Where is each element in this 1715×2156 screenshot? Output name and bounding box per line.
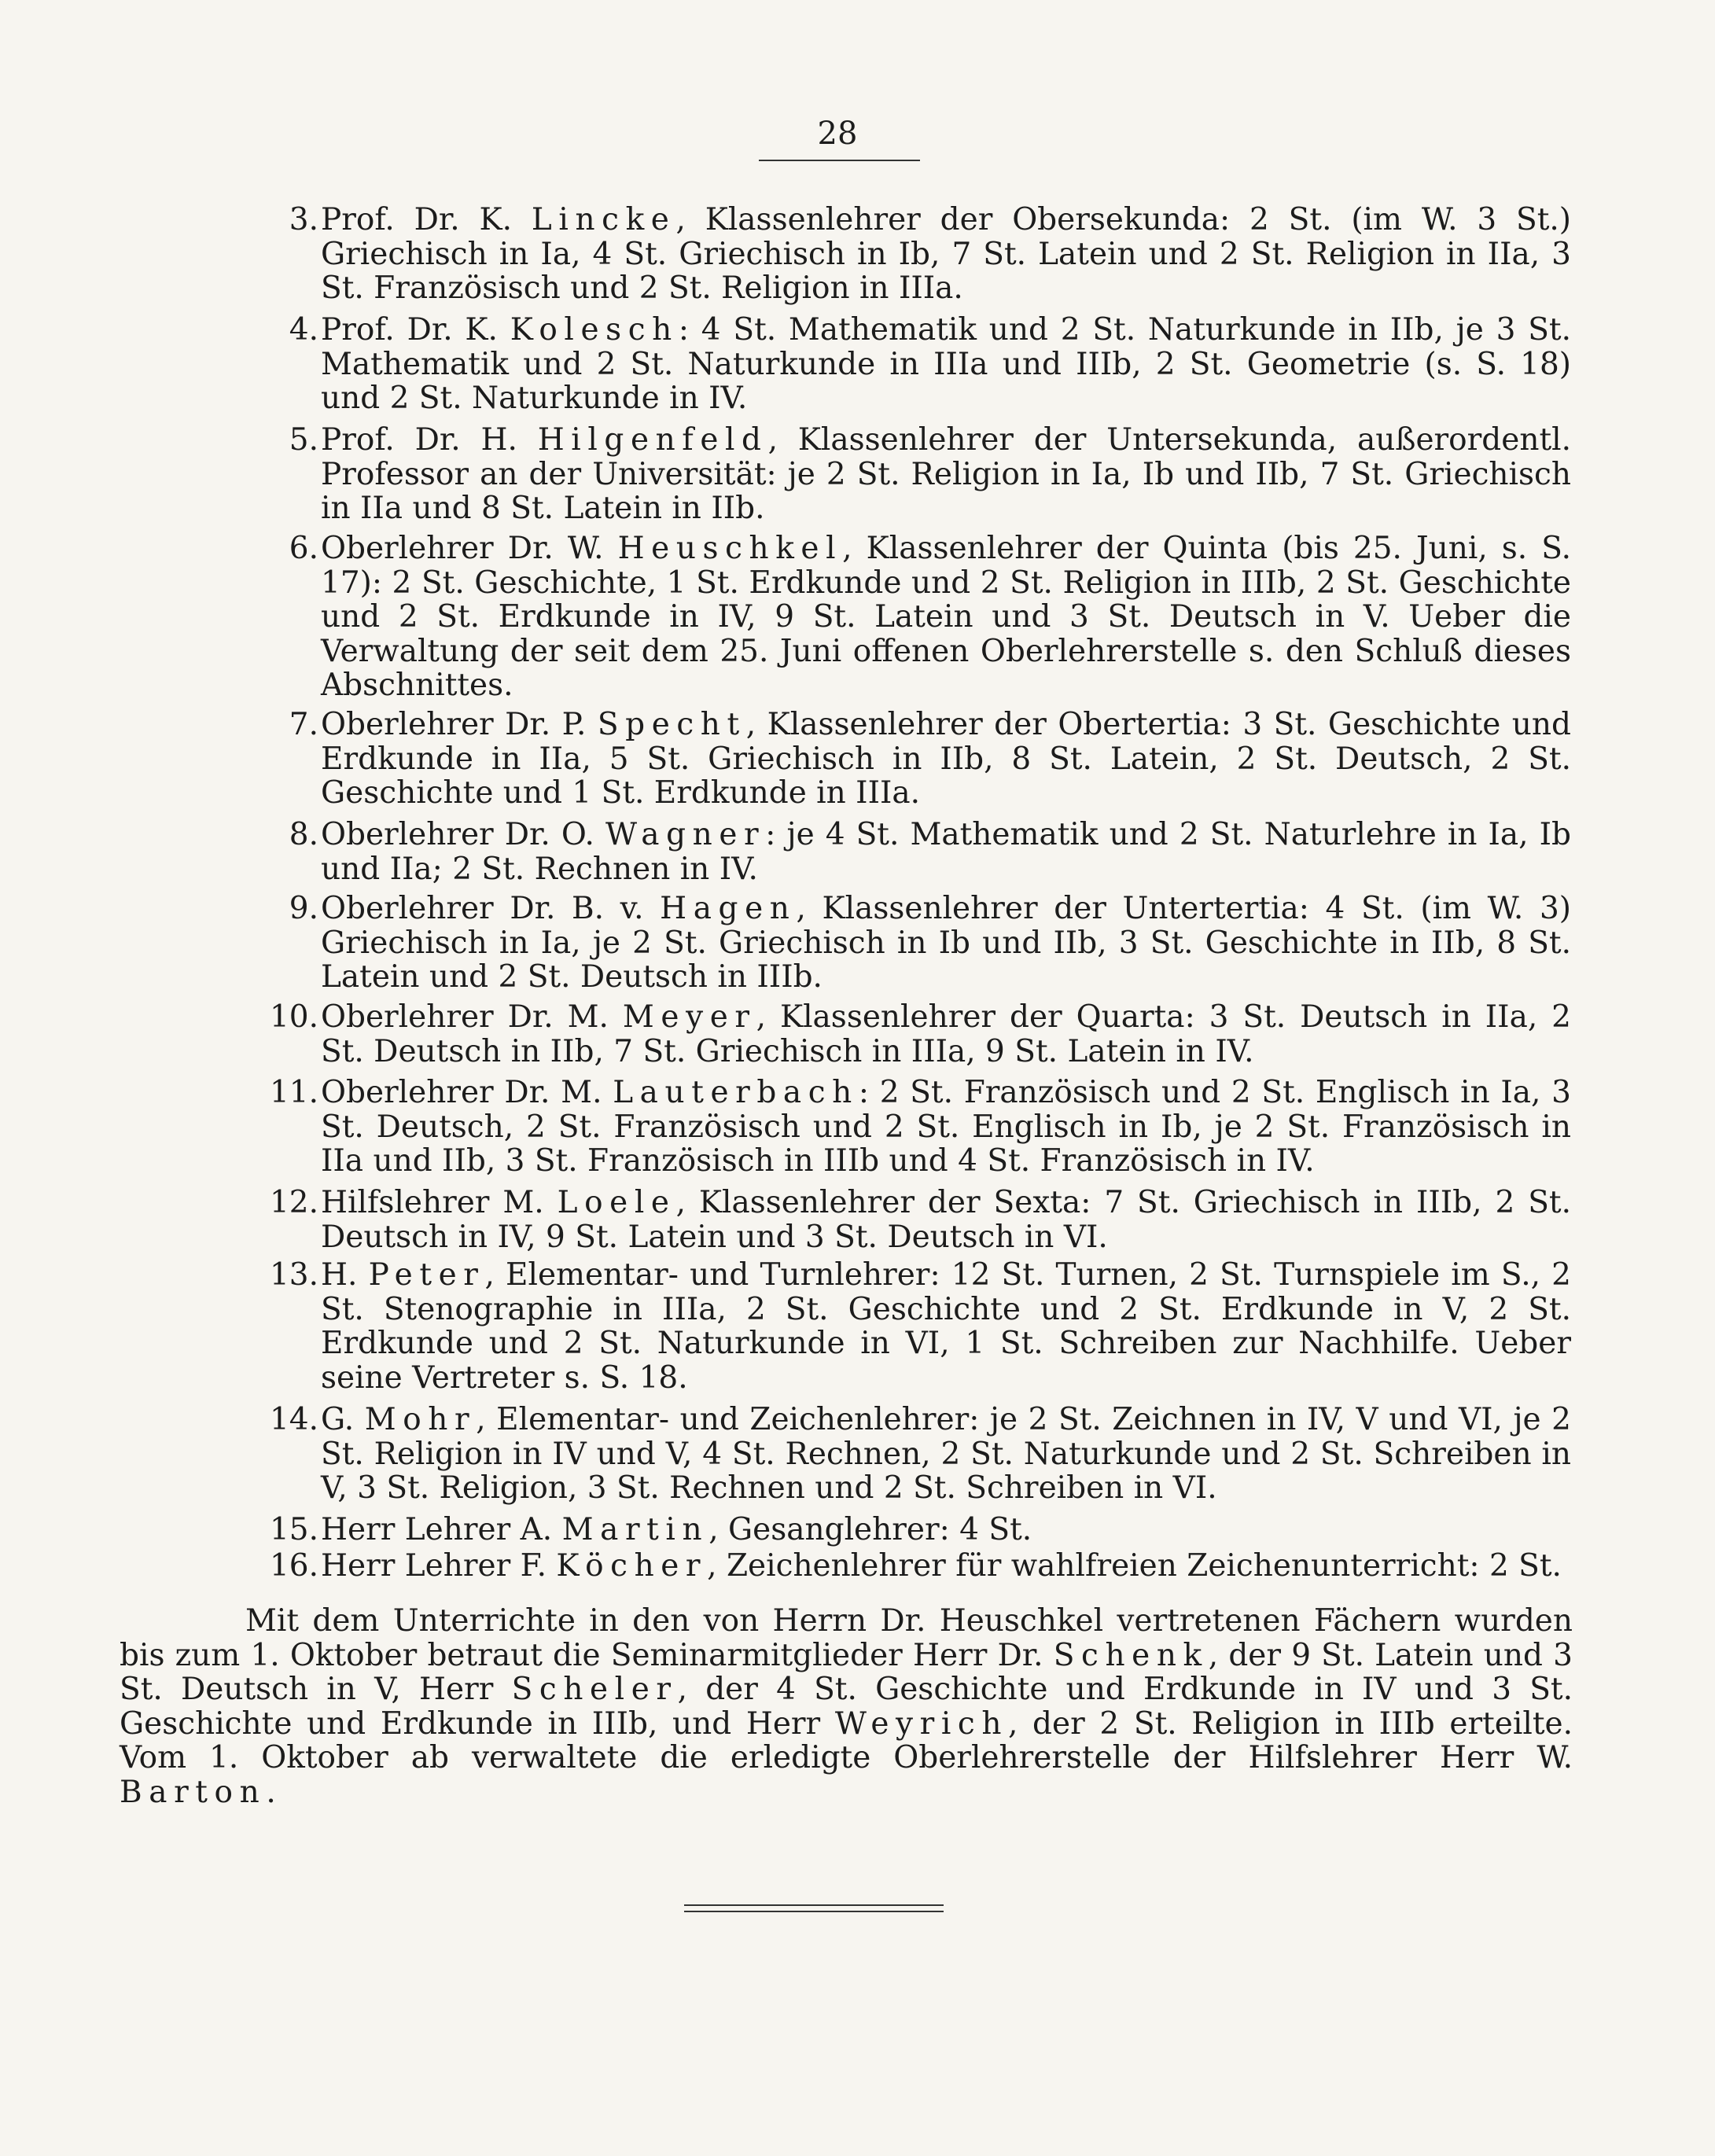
entry-number: 14. bbox=[269, 1402, 318, 1437]
entry-title: Herr Lehrer A. bbox=[321, 1512, 553, 1547]
entry-number: 5. bbox=[289, 422, 318, 458]
closing-rule bbox=[684, 1911, 944, 1912]
teacher-name: Hilgenfeld bbox=[537, 422, 768, 458]
seminar-member-name: Scheler bbox=[511, 1672, 678, 1707]
entry-number: 9. bbox=[289, 891, 318, 926]
entry-text bbox=[321, 818, 1571, 886]
entry-title: Oberlehrer Dr. M. bbox=[321, 999, 609, 1035]
entry-text bbox=[321, 1549, 1571, 1584]
entry-title: Oberlehrer Dr. W. bbox=[321, 531, 604, 566]
teacher-name: Peter bbox=[368, 1257, 485, 1293]
entry-text bbox=[321, 1186, 1571, 1254]
entry-title: H. bbox=[321, 1257, 358, 1293]
teacher-name: Kolesch bbox=[510, 312, 679, 348]
entry-title: Hilfslehrer M. bbox=[321, 1185, 544, 1220]
entry-description: , Klassenlehrer der Quinta (bis 25. Juni, s. S. 17): 2 St. Geschichte, 1 St. Erdkunde und 2 St. Religion in IIIb, 2 St. Geschichte und 2 St. Erdkunde in IV, 9 St. Latein und 3 St. Deutsch in V. Ueber die Verwaltung der seit dem 25. Juni offenen Oberlehrerstelle s. den Schluß dieses Abschnittes. bbox=[321, 531, 1571, 703]
entry-number: 16. bbox=[269, 1548, 318, 1584]
entry-description: , Gesanglehrer: 4 St. bbox=[708, 1512, 1032, 1547]
teacher-name: Köcher bbox=[556, 1548, 708, 1584]
closing-rule bbox=[684, 1904, 944, 1906]
teacher-name: Wagner bbox=[605, 817, 766, 852]
closing-text: , der 2 St. Religion in IIIb erteilte. Vom 1. Oktober ab verwaltete die erledigte Oberlehrerstelle der Hilfslehrer Herr W. bbox=[120, 1705, 1573, 1775]
entry-title: Prof. Dr. H. bbox=[321, 422, 517, 458]
page-number: 28 bbox=[817, 116, 858, 152]
seminar-member-name: Barton bbox=[120, 1774, 267, 1810]
entry-description: , Zeichenlehrer für wahlfreien Zeichenunterricht: 2 St. bbox=[707, 1548, 1562, 1584]
entry-number: 6. bbox=[289, 531, 318, 566]
entry-number: 11. bbox=[269, 1075, 318, 1110]
entry-text bbox=[321, 532, 1571, 703]
entry-description: , Klassenlehrer der Quarta: 3 St. Deutsch in IIa, 2 St. Deutsch in IIb, 7 St. Griechisch in IIIa, 9 St. Latein in IV. bbox=[321, 999, 1571, 1069]
entry-title: Prof. Dr. K. bbox=[321, 202, 513, 237]
seminar-member-name: Schenk bbox=[1053, 1637, 1209, 1673]
entry-description: : 4 St. Mathematik und 2 St. Naturkunde in IIb, je 3 St. Mathematik und 2 St. Naturkunde in IIIa und IIIb, 2 St. Geometrie (s. S. 18) und 2 St. Naturkunde in IV. bbox=[321, 312, 1571, 416]
entry-title: G. bbox=[321, 1402, 355, 1437]
entry-description: , Klassenlehrer der Obersekunda: 2 St. (im W. 3 St.) Griechisch in Ia, 4 St. Griechisch in Ib, 7 St. Latein und 2 St. Religion in IIa, 3 St. Französisch und 2 St. Religion in IIIa. bbox=[321, 202, 1572, 306]
entry-description: , Klassenlehrer der Untersekunda, außerordentl. Professor an der Universität: je 2 St. Religion in Ia, Ib und IIb, 7 St. Griechisch in IIa und 8 St. Latein in IIb. bbox=[321, 422, 1571, 526]
teacher-name: Specht bbox=[597, 707, 746, 742]
entry-number: 3. bbox=[289, 202, 318, 237]
entry-text bbox=[321, 313, 1571, 416]
entry-description: , Elementar- und Zeichenlehrer: je 2 St. Zeichnen in IV, V und VI, je 2 St. Religion in IV und V, 4 St. Rechnen, 2 St. Naturkunde und 2 St. Schreiben in V, 3 St. Religion, 3 St. Rechnen und 2 St. Schreiben in VI. bbox=[321, 1402, 1571, 1506]
entry-description: : 2 St. Französisch und 2 St. Englisch in Ia, 3 St. Deutsch, 2 St. Französisch und 2 St. Englisch in Ib, je 2 St. Französisch in IIa und IIb, 3 St. Französisch in IIIb und 4 St. Französisch in IV. bbox=[321, 1075, 1571, 1179]
header-rule bbox=[759, 160, 920, 161]
teacher-name: Mohr bbox=[364, 1402, 477, 1437]
entry-number: 15. bbox=[269, 1512, 318, 1547]
entry-title: Oberlehrer Dr. M. bbox=[321, 1075, 602, 1110]
entry-text bbox=[321, 708, 1571, 811]
entry-description: , Klassenlehrer der Untertertia: 4 St. (im W. 3) Griechisch in Ia, je 2 St. Griechisch in Ib und IIb, 3 St. Geschichte in IIb, 8 St. Latein und 2 St. Deutsch in IIIb. bbox=[321, 891, 1571, 995]
entry-text bbox=[321, 423, 1571, 526]
entry-number: 13. bbox=[269, 1257, 318, 1293]
closing-text: Mit dem Unterrichte in den von Herrn Dr. Heuschkel vertretenen Fächern wurden bis zum 1. Oktober betraut die Seminarmitglieder Herr Dr. bbox=[120, 1603, 1573, 1673]
entry-description: : je 4 St. Mathematik und 2 St. Naturlehre in Ia, Ib und IIa; 2 St. Rechnen in IV. bbox=[321, 817, 1571, 887]
teacher-name: Lauterbach bbox=[613, 1075, 859, 1110]
entry-number: 4. bbox=[289, 312, 318, 348]
closing-paragraph bbox=[120, 1604, 1573, 1809]
entry-number: 10. bbox=[269, 999, 318, 1035]
teacher-name: Meyer bbox=[622, 999, 756, 1035]
entry-title: Oberlehrer Dr. P. bbox=[321, 707, 587, 742]
closing-text: , der 9 St. Latein und 3 St. Deutsch in V, Herr bbox=[120, 1637, 1573, 1707]
teacher-name: Loele bbox=[557, 1185, 676, 1220]
teacher-name: Martin bbox=[561, 1512, 709, 1547]
closing-text: , der 4 St. Geschichte und Erdkunde in IV und 3 St. Geschichte und Erdkunde in IIIb, und Herr bbox=[120, 1672, 1573, 1742]
entry-number: 7. bbox=[289, 707, 318, 742]
entry-text bbox=[321, 1076, 1571, 1179]
seminar-member-name: Weyrich bbox=[834, 1705, 1009, 1742]
entry-title: Herr Lehrer F. bbox=[321, 1548, 547, 1584]
entry-text bbox=[321, 1000, 1571, 1069]
entry-text bbox=[321, 203, 1571, 306]
entry-description: , Klassenlehrer der Obertertia: 3 St. Geschichte und Erdkunde in IIa, 5 St. Griechisch in IIb, 8 St. Latein, 2 St. Deutsch, 2 St. Geschichte und 1 St. Erdkunde in IIIa. bbox=[321, 707, 1571, 811]
entry-description: , Klassenlehrer der Sexta: 7 St. Griechisch in IIIb, 2 St. Deutsch in IV, 9 St. Latein und 3 St. Deutsch in VI. bbox=[321, 1185, 1571, 1255]
entry-number: 12. bbox=[269, 1185, 318, 1220]
entry-title: Oberlehrer Dr. O. bbox=[321, 817, 594, 852]
entry-title: Oberlehrer Dr. B. v. bbox=[321, 891, 644, 926]
entry-text bbox=[321, 1403, 1571, 1506]
teacher-name: Hagen bbox=[660, 891, 797, 926]
teacher-name: Lincke bbox=[531, 202, 676, 237]
entry-text bbox=[321, 1258, 1571, 1395]
teacher-name: Heuschkel bbox=[617, 531, 843, 566]
entry-description: , Elementar- und Turnlehrer: 12 St. Turnen, 2 St. Turnspiele im S., 2 St. Stenographie in IIIa, 2 St. Geschichte und 2 St. Erdkunde in V, 2 St. Erdkunde und 2 St. Naturkunde in VI, 1 St. Schreiben zur Nachhilfe. Ueber seine Vertreter s. S. 18. bbox=[321, 1257, 1571, 1396]
entry-text bbox=[321, 1513, 1571, 1547]
entry-number: 8. bbox=[289, 817, 318, 852]
closing-text: . bbox=[266, 1774, 276, 1810]
entry-title: Prof. Dr. K. bbox=[321, 312, 498, 348]
entry-text bbox=[321, 892, 1571, 995]
